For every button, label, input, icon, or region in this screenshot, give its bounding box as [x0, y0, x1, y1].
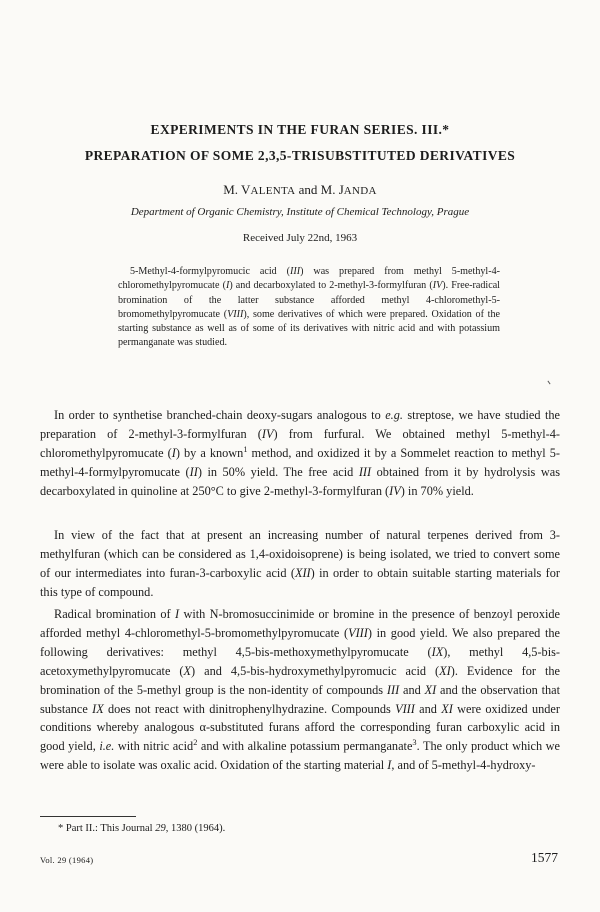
italic-term: II [189, 464, 198, 479]
text-run: with nitric acid [114, 739, 194, 754]
italic-term: IX [431, 644, 444, 659]
italic-term: I [225, 280, 230, 292]
body-paragraph-1 [40, 406, 560, 501]
author-conjunction: and [295, 182, 321, 197]
abstract [118, 265, 500, 351]
running-footer: Vol. 29 (1964) [40, 855, 94, 865]
reference-superscript: 3 [412, 738, 417, 748]
text-run: . The only product which we were able to isolate was oxalic acid. Oxidation of the starting material [40, 739, 560, 773]
article-title-line-1: EXPERIMENTS IN THE FURAN SERIES. III.* [150, 122, 450, 137]
received-date: Received July 22nd, 1963 [242, 232, 358, 244]
italic-term: e.g. [385, 408, 403, 422]
author-2-surname: ANDA [343, 185, 377, 197]
page-number: 1577 [531, 850, 558, 865]
italic-term: VIII [348, 625, 368, 640]
italic-term: XI [441, 701, 453, 716]
body-paragraph-3 [40, 605, 560, 775]
text-run: ) and 4,5-bis-hydroxymethylpyromucic acid ( [191, 663, 440, 678]
text-run: ). Free-radical bromination of the latter substance afforded methyl 4-chloromethyl-5-bromomethylpyromucate ( [118, 280, 500, 320]
italic-term: X [183, 663, 192, 678]
italic-term: XII [294, 565, 311, 580]
text-run: does not react with dinitrophenylhydrazine. Compounds [103, 701, 396, 716]
text-run: In view of the fact that at present an increasing number of natural terpenes derived from 3-methylfuran (which can be considered as 1,4-oxidoisoprene) is being isolated, we tried to convert some of our intermediates into furan-3-carboxylic acid ( [40, 528, 560, 580]
italic-term: VIII [227, 308, 244, 320]
affiliation: Department of Organic Chemistry, Institute of Chemical Technology, Prague [130, 206, 470, 218]
italic-term: III [358, 464, 372, 479]
text-run: ) from furfural. We obtained methyl 5-methyl-4-chloromethylpyromucate ( [40, 426, 561, 460]
italic-term: III [290, 266, 301, 277]
text-run: ) and decarboxylated to 2-methyl-3-formylfuran ( [229, 280, 433, 292]
text-run: and the observation that substance [40, 682, 561, 716]
text-run: streptose, we have studied the preparation of 2-methyl-3-formylfuran ( [40, 408, 560, 441]
text-run: , 1380 (1964). [165, 823, 226, 834]
italic-term: XI [439, 663, 451, 678]
author-line [40, 182, 560, 198]
reference-superscript: 2 [193, 738, 198, 748]
text-run: with N-bromosuccinimide or bromine in the presence of benzoyl peroxide afforded methyl 4-chloromethyl-5-bromomethylpyromucate ( [40, 607, 560, 640]
text-run: ) in 70% yield. [400, 483, 474, 498]
text-run: * Part II.: This Journal [58, 823, 156, 834]
reference-superscript: 1 [243, 444, 248, 454]
text-run: ) by a known [175, 445, 244, 460]
italic-term: IV [261, 426, 274, 441]
text-run: ) in good yield. We also prepared the following derivatives: methyl 4,5-bis-methoxymethylpyromucate ( [40, 625, 560, 659]
text-run: ) in order to obtain suitable starting materials for this type of compound. [40, 565, 560, 599]
text-run: obtained from it by hydrolysis was decarboxylated in quinoline at 250°C to give 2-methyl-3-formylfuran ( [40, 464, 560, 498]
text-run: were oxidized under conditions whereby analogous α-substituted furans afford the corresponding furan carboxylic acid in good yield, [40, 701, 560, 754]
italic-term: VIII [395, 701, 415, 716]
footnote-rule [40, 816, 136, 817]
italic-term: IV [432, 280, 443, 292]
italic-term: XI [424, 682, 437, 697]
italic-term: 29 [155, 823, 166, 834]
italic-term: III [386, 682, 400, 697]
text-run: method, and oxidized it by a Sommelet reaction to methyl 5-methyl-4-formylpyromucate ( [40, 445, 561, 479]
text-run: Radical bromination of [54, 607, 175, 621]
article-title-line-2: PREPARATION OF SOME 2,3,5-TRISUBSTITUTED DERIVATIVES [84, 148, 516, 163]
stray-mark [547, 381, 550, 385]
footnote [58, 823, 538, 834]
text-run: ), some derivatives of which were prepared. Oxidation of the starting substance as well as of some of its derivatives with nitric acid and with potassium permanganate was studied. [118, 308, 500, 349]
italic-term: IV [389, 483, 401, 498]
italic-term: I [387, 758, 392, 773]
text-run: and [414, 701, 442, 716]
text-run: and with alkaline potassium permanganate [197, 739, 413, 754]
text-run: ) was prepared from methyl 5-methyl-4-chloromethylpyromucate ( [118, 266, 500, 292]
text-run: 5-Methyl-4-formylpyromucic acid ( [130, 266, 291, 277]
text-run: In order to synthetise branched-chain deoxy-sugars analogous to [54, 408, 386, 422]
text-run: ). Evidence for the bromination of the 5-methyl group is the non-identity of compounds [40, 663, 560, 697]
text-run: and [399, 682, 425, 697]
author-2-initial: M. J [320, 182, 344, 197]
text-run: , and of 5-methyl-4-hydroxy- [391, 758, 536, 773]
italic-term: I [174, 607, 180, 621]
italic-term: IX [92, 701, 104, 716]
text-run: ), methyl 4,5-bis-acetoxymethylpyromucate ( [40, 644, 560, 678]
italic-term: I [171, 445, 176, 460]
author-1-initial: M. V [223, 182, 251, 197]
italic-term: i.e. [99, 739, 115, 754]
text-run: ) in 50% yield. The free acid [197, 464, 359, 479]
author-1-surname: ALENTA [250, 185, 296, 197]
body-paragraph-2 [40, 526, 560, 602]
